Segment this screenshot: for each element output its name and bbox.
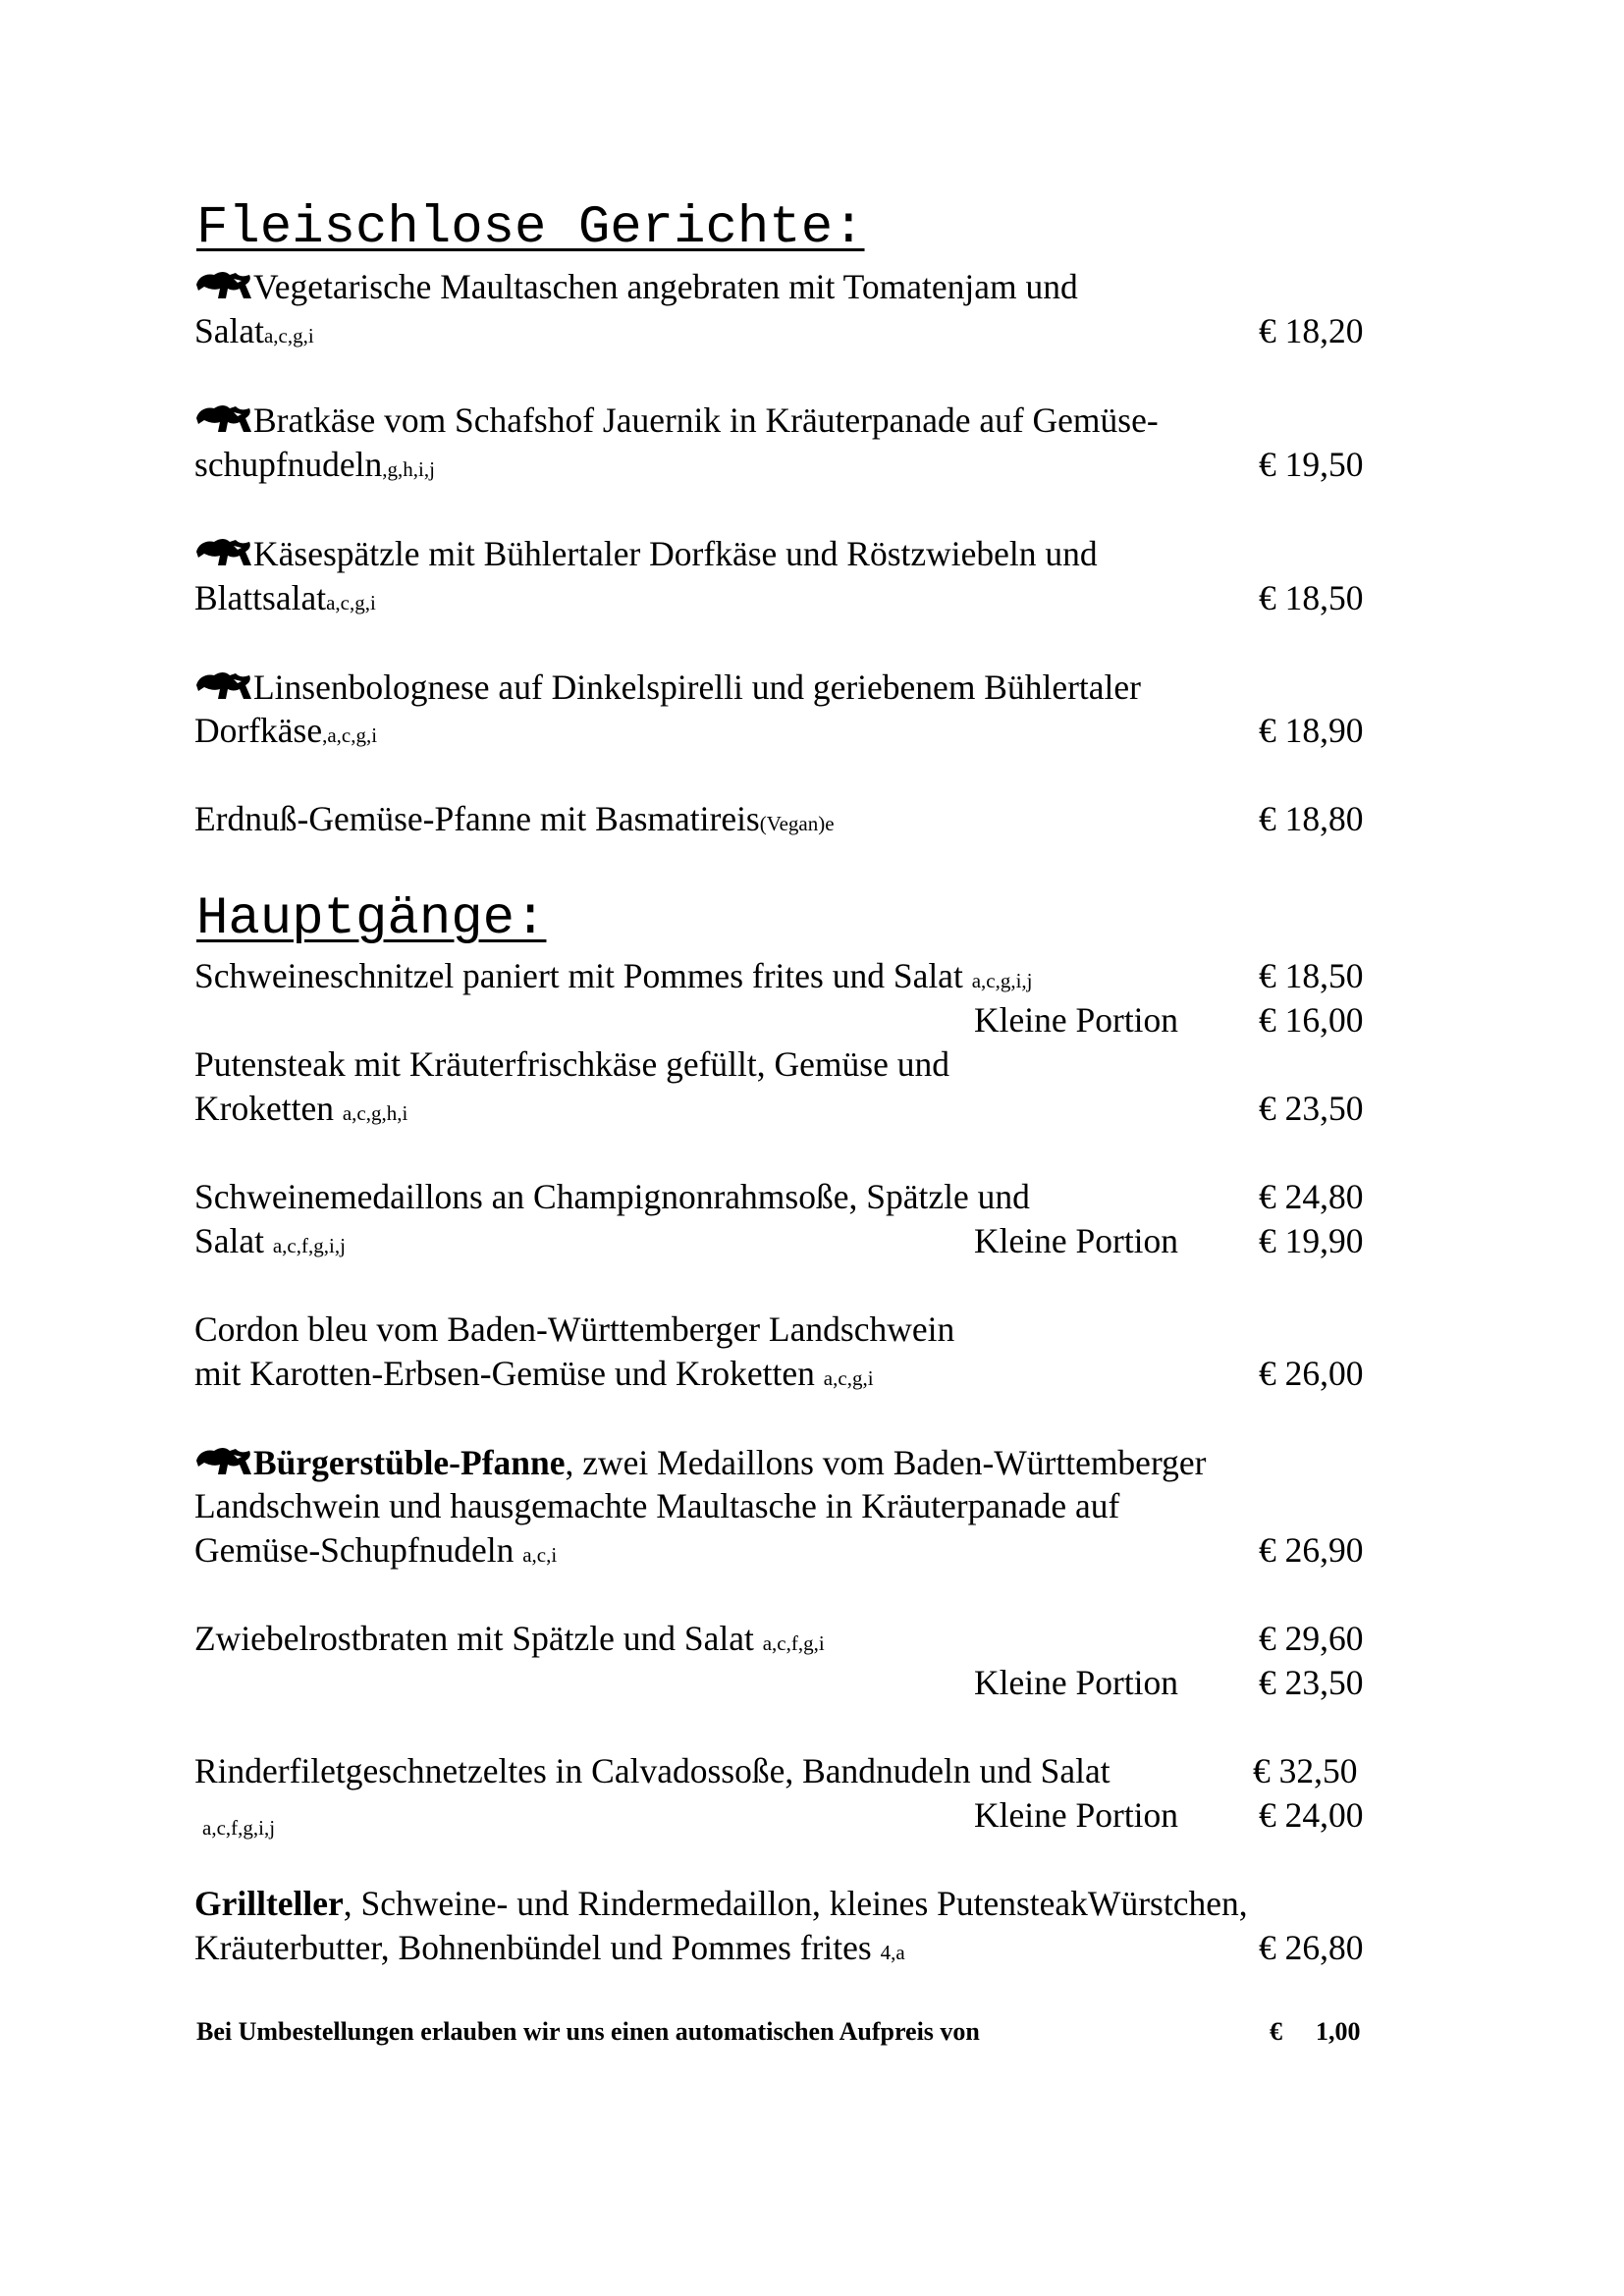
item-price: € 19,50 — [1259, 445, 1364, 484]
item-price: € 32,50 — [1253, 1751, 1358, 1790]
item-name-bold: Bürgerstüble-Pfanne — [253, 1443, 566, 1482]
allergen-codes: a,c,f,g,i,j — [272, 1234, 346, 1257]
item-text: mit Karotten-Erbsen-Gemüse und Kroketten — [194, 1354, 824, 1393]
item-text: Linsenbolognese auf Dinkelspirelli und geriebenem Bühlertaler — [253, 667, 1141, 707]
item-text: Käsespätzle mit Bühlertaler Dorfkäse und Röstzwiebeln und — [253, 534, 1098, 573]
allergen-codes: a,c,g,i,j — [971, 969, 1033, 992]
surcharge-amount: 1,00 — [1316, 2017, 1361, 2046]
menu-item-line — [194, 1751, 1110, 1790]
menu-item-line — [194, 669, 1141, 706]
menu-item-line — [194, 311, 314, 350]
menu-item-line — [194, 1928, 905, 1967]
item-price: € 26,90 — [1259, 1530, 1364, 1570]
item-text: Salat — [194, 1221, 273, 1260]
menu-item-line — [202, 1806, 275, 1842]
section-title-mains: Hauptgänge: — [196, 889, 547, 949]
item-text: Blattsalat — [194, 578, 327, 617]
allergen-codes: a,c,g,i — [823, 1366, 874, 1390]
lion-icon — [194, 269, 253, 302]
menu-item-line — [194, 402, 1159, 439]
item-price: € 18,50 — [1259, 956, 1364, 995]
menu-item-line — [194, 1354, 874, 1393]
item-price: € 18,80 — [1259, 799, 1364, 838]
menu-item-line — [194, 578, 376, 617]
item-text: Rinderfiletgeschnetzeltes in Calvadossoße, Bandnudeln und Salat — [194, 1751, 1110, 1790]
menu-item-line — [194, 1177, 1030, 1216]
small-portion-label: Kleine Portion — [974, 1795, 1179, 1835]
item-text: Bratkäse vom Schafshof Jauernik in Kräuterpanade auf Gemüse- — [253, 400, 1159, 440]
item-price: € 23,50 — [1259, 1089, 1364, 1128]
small-portion-label: Kleine Portion — [974, 1221, 1179, 1260]
item-price: € 18,50 — [1259, 578, 1364, 617]
item-price: € 29,60 — [1259, 1619, 1364, 1658]
menu-item-line — [194, 1486, 1120, 1525]
item-price: € 26,00 — [1259, 1354, 1364, 1393]
menu-item-line — [194, 1445, 1206, 1481]
section-title-vegetarian: Fleischlose Gerichte: — [196, 198, 865, 258]
small-portion-label: Kleine Portion — [974, 1000, 1179, 1040]
lion-icon — [194, 536, 253, 569]
lion-icon — [194, 1445, 253, 1478]
allergen-codes: 4,a — [880, 1941, 905, 1964]
allergen-codes: a,c,g,i — [326, 591, 376, 614]
allergen-codes: a,c,f,g,i — [762, 1631, 825, 1655]
item-text: Zwiebelrostbraten mit Spätzle und Salat — [194, 1619, 763, 1658]
menu-item-line — [194, 956, 1033, 995]
menu-item-line — [194, 711, 378, 750]
menu-item-line — [194, 1884, 1248, 1923]
menu-item-line — [194, 1309, 955, 1349]
surcharge-currency: € — [1270, 2017, 1282, 2046]
small-portion-price: € 23,50 — [1259, 1663, 1364, 1702]
item-price: € 24,80 — [1259, 1177, 1364, 1216]
item-text: Dorfkäse — [194, 711, 323, 750]
item-text: Erdnuß-Gemüse-Pfanne mit Basmatireis — [194, 799, 760, 838]
allergen-codes: a,c,g,i — [263, 324, 314, 347]
allergen-codes: a,c,i — [522, 1543, 558, 1567]
menu-item-line — [194, 445, 435, 484]
menu-item-line — [194, 536, 1098, 572]
allergen-codes: a,c,g,h,i — [342, 1101, 408, 1125]
menu-item-line — [194, 1530, 558, 1570]
item-price: € 18,90 — [1259, 711, 1364, 750]
item-price: € 18,20 — [1259, 311, 1364, 350]
menu-item-line — [194, 799, 835, 838]
item-text: Schweineschnitzel paniert mit Pommes frites und Salat — [194, 956, 972, 995]
item-text: , zwei Medaillons vom Baden-Württemberger — [565, 1443, 1207, 1482]
menu-item-line — [194, 1089, 408, 1128]
small-portion-price: € 16,00 — [1259, 1000, 1364, 1040]
menu-item-line — [194, 1044, 949, 1084]
surcharge-note: Bei Umbestellungen erlauben wir uns einen automatischen Aufpreis von — [196, 2017, 980, 2046]
allergen-codes: ,a,c,g,i — [322, 723, 378, 747]
item-text: Cordon bleu vom Baden-Württemberger Landschwein — [194, 1309, 955, 1349]
item-text: Kräuterbutter, Bohnenbündel und Pommes frites — [194, 1928, 881, 1967]
menu-item-line — [194, 1619, 825, 1658]
small-portion-label: Kleine Portion — [974, 1663, 1179, 1702]
allergen-codes: (Vegan)e — [759, 812, 835, 835]
item-text: Vegetarische Maultaschen angebraten mit Tomatenjam und — [253, 267, 1078, 306]
lion-icon — [194, 669, 253, 703]
small-portion-price: € 24,00 — [1259, 1795, 1364, 1835]
item-price: € 26,80 — [1259, 1928, 1364, 1967]
item-text: Putensteak mit Kräuterfrischkäse gefüllt, Gemüse und — [194, 1044, 949, 1084]
item-text: Gemüse-Schupfnudeln — [194, 1530, 523, 1570]
allergen-codes: ,g,h,i,j — [382, 457, 435, 481]
menu-item-line — [194, 1221, 346, 1260]
item-text: schupfnudeln — [194, 445, 383, 484]
small-portion-price: € 19,90 — [1259, 1221, 1364, 1260]
item-text: , Schweine- und Rindermedaillon, kleines PutensteakWürstchen, — [343, 1884, 1248, 1923]
item-text: Salat — [194, 311, 264, 350]
lion-icon — [194, 402, 253, 436]
item-name-bold: Grillteller — [194, 1884, 344, 1923]
item-text: Schweinemedaillons an Champignonrahmsoße, Spätzle und — [194, 1177, 1030, 1216]
item-text: Kroketten — [194, 1089, 343, 1128]
menu-item-line — [194, 269, 1078, 305]
allergen-codes: a,c,f,g,i,j — [202, 1816, 276, 1840]
item-text: Landschwein und hausgemachte Maultasche in Kräuterpanade auf — [194, 1486, 1120, 1525]
